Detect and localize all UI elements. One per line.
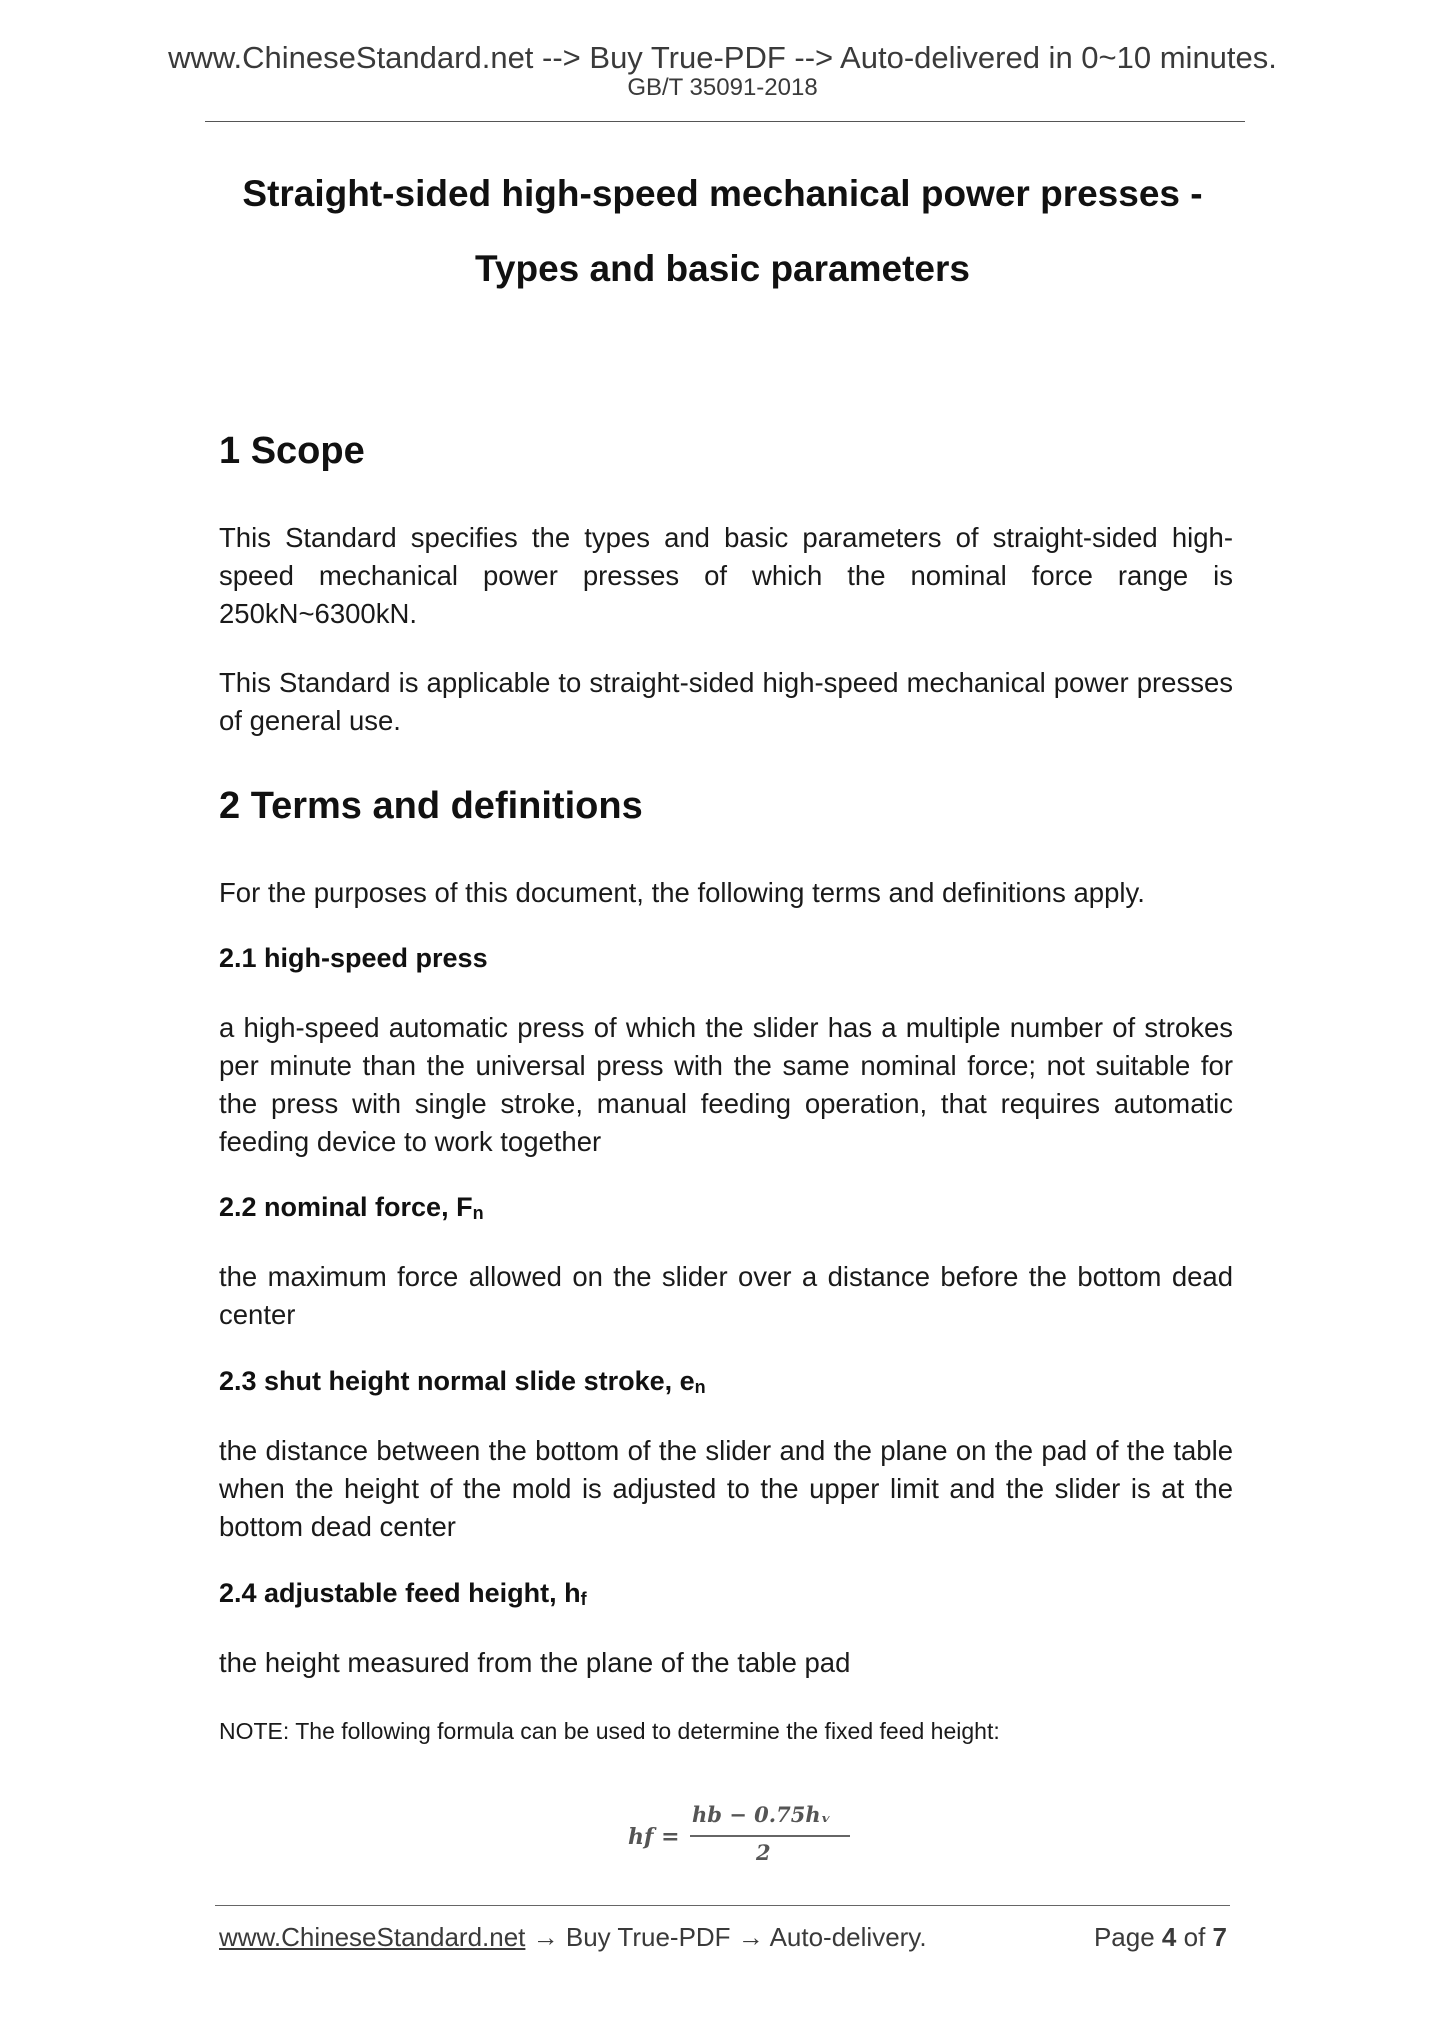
formula-note: NOTE: The following formula can be used to determine the fixed feed height: [219,1718,1000,1744]
term-heading-2-3 [219,1364,706,1398]
page-current: 4 [1161,1922,1177,1952]
standard-code: GB/T 35091-2018 [627,74,818,101]
section-heading-terms: 2 Terms and definitions [219,785,643,827]
section-heading-scope: 1 Scope [219,430,365,472]
term-heading-2-2 [219,1190,484,1224]
term-heading-2-1: 2.1 high-speed press [219,943,488,973]
term-heading-2-3-text: 2.3 shut height normal slide stroke, e [219,1366,695,1396]
footer-links [219,1921,927,1953]
page-label: Page [1093,1922,1155,1952]
term-heading-2-3-subscript: n [694,1377,706,1397]
header-banner: www.ChineseStandard.net --> Buy True-PDF --> Auto-delivered in 0~10 minutes. [168,40,1277,75]
feed-height-formula [628,1802,831,1874]
term-definition-2-1: a high-speed automatic press of which the slider has a multiple number of strokes per minute than the universal press with the same nominal force; not suitable for the press with single stroke, manual feeding operation, that requires automatic feeding device to work together [219,1012,1233,1157]
page-total: 7 [1212,1922,1227,1952]
document-title-line-1: Straight-sided high-speed mechanical power presses - [242,173,1203,214]
term-definition-2-4: the height measured from the plane of the table pad [219,1647,851,1678]
term-heading-2-4-text: 2.4 adjustable feed height, h [219,1578,581,1608]
term-heading-2-4 [219,1576,587,1610]
scope-paragraph-2: This Standard is applicable to straight-sided high-speed mechanical power presses of general use. [219,667,1233,736]
terms-intro: For the purposes of this document, the following terms and definitions apply. [219,877,1145,908]
formula-fraction-bar [690,1835,850,1837]
footer-divider [215,1905,1230,1906]
formula-lhs: hf = [628,1824,680,1850]
document-title-line-2: Types and basic parameters [475,248,970,289]
formula-denominator: 2 [756,1840,771,1865]
term-heading-2-2-text: 2.2 nominal force, F [219,1192,473,1222]
page-number [1094,1921,1227,1953]
term-definition-2-3: the distance between the bottom of the slider and the plane on the pad of the table when the height of the mold is adjusted to the upper limit and the slider is at the bottom dead center [219,1435,1233,1542]
term-definition-2-2: the maximum force allowed on the slider over a distance before the bottom dead center [219,1261,1233,1330]
header-divider [205,121,1245,122]
term-heading-2-4-subscript: f [580,1589,587,1609]
footer-site-link[interactable]: www.ChineseStandard.net [219,1922,526,1952]
formula-numerator: hb − 0.75hᵥ [692,1802,831,1827]
footer-tagline: → Buy True-PDF → Auto-delivery. [525,1922,927,1952]
page-of: of [1183,1922,1206,1952]
scope-paragraph-1: This Standard specifies the types and basic parameters of straight-sided high-speed mechanical power presses of which the nominal force range is 250kN~6300kN. [219,522,1233,629]
term-heading-2-2-subscript: n [472,1203,484,1223]
